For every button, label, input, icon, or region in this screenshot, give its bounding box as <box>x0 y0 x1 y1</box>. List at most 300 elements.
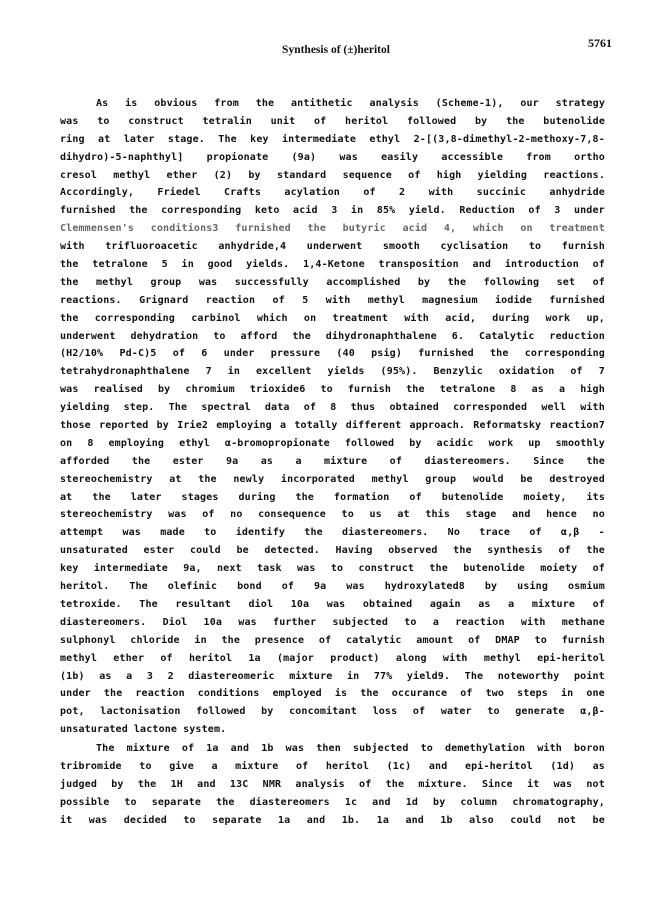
word: presence <box>254 634 305 646</box>
word: cresol <box>60 169 98 181</box>
word: ortho <box>574 151 605 163</box>
word: of <box>202 509 215 521</box>
word: next <box>217 563 242 575</box>
word: reduction <box>549 330 605 342</box>
word: mixture <box>289 670 333 682</box>
word: boron <box>574 743 605 755</box>
word: the <box>103 688 123 700</box>
word: occurance <box>391 688 448 700</box>
word: by <box>261 706 274 718</box>
word: carbinol <box>191 312 241 324</box>
word: trace <box>479 527 511 539</box>
text-line <box>60 348 605 366</box>
word: was <box>60 115 79 127</box>
running-head: Synthesis of (±)heritol <box>282 44 390 56</box>
word: mixture <box>235 760 279 772</box>
word: mixture <box>126 743 170 755</box>
word: also <box>469 814 494 826</box>
word: separate <box>151 796 202 808</box>
word: of <box>363 187 376 199</box>
word: in <box>227 366 241 378</box>
word: stereochemistry <box>60 473 153 485</box>
word: Pd-C)5 <box>119 348 157 360</box>
word: to <box>487 706 500 718</box>
word: methyl <box>483 652 521 664</box>
word: stage. <box>167 133 205 145</box>
word: 5 <box>302 294 309 306</box>
word: 1a <box>376 814 389 826</box>
word: α,β <box>560 527 580 539</box>
word: the <box>221 634 241 646</box>
word: at <box>169 473 182 485</box>
text-line <box>60 98 605 116</box>
word: of <box>359 778 372 790</box>
word: acidic <box>436 437 474 449</box>
word: was <box>198 276 218 288</box>
word: be <box>236 545 249 557</box>
text-line <box>60 545 605 563</box>
word: butenolide <box>463 563 525 575</box>
word: bond <box>237 581 262 593</box>
word: butyric <box>342 223 386 235</box>
word: treatment <box>332 312 389 324</box>
word: followed <box>406 115 457 127</box>
word: heritol. <box>60 581 110 593</box>
word: 13C <box>229 778 249 790</box>
word: reported <box>99 420 149 432</box>
word: group <box>425 473 457 485</box>
word: (1d) <box>550 760 576 772</box>
text-line <box>60 295 605 313</box>
word: successfully <box>234 276 309 288</box>
word: diol <box>248 598 274 610</box>
word: judged <box>60 778 98 790</box>
word: from <box>214 98 239 109</box>
word: Diol <box>162 616 188 628</box>
word: of <box>408 169 421 181</box>
word: furnished <box>549 294 605 306</box>
text-line <box>60 134 605 152</box>
word: DMAP <box>495 634 520 646</box>
word: high <box>436 169 462 181</box>
word: 77% <box>373 670 393 682</box>
word: the <box>198 473 217 485</box>
word: 6. <box>451 330 465 342</box>
word: methyl <box>371 473 409 485</box>
word: 1a <box>206 743 219 755</box>
text-line <box>60 277 605 295</box>
word: water <box>440 706 472 718</box>
word: to <box>420 743 433 755</box>
word: to <box>330 563 344 575</box>
word: to <box>534 634 547 646</box>
word: 9a <box>225 455 239 467</box>
text-line <box>60 581 605 599</box>
word: as <box>531 384 544 396</box>
word: trioxide6 <box>249 384 306 396</box>
word: unit <box>270 115 296 127</box>
word: osmium <box>567 581 605 593</box>
word: the <box>385 778 405 790</box>
word: conditions3 <box>150 223 219 235</box>
word: furnish <box>347 384 392 396</box>
word: and <box>512 509 531 521</box>
word: Benzylic <box>433 366 483 378</box>
word: in <box>346 670 360 682</box>
word: high <box>580 384 605 396</box>
word: synthesis <box>487 545 543 557</box>
text-line <box>60 509 605 527</box>
word: butenolide <box>441 491 504 503</box>
word: observed <box>388 545 438 557</box>
word: under <box>223 348 255 360</box>
word: of <box>529 527 542 539</box>
word: 1b. <box>341 814 361 826</box>
word: lactonisation <box>100 706 181 718</box>
word: key <box>60 563 79 575</box>
word: the <box>216 796 235 808</box>
word: butenolide <box>543 115 605 127</box>
word: 85% <box>376 205 396 217</box>
word: was <box>88 814 108 826</box>
text-line <box>60 116 605 134</box>
word: accessible <box>441 151 504 163</box>
word: yields <box>327 366 365 378</box>
word: a <box>295 455 302 467</box>
word: accomplished <box>326 276 401 288</box>
text-line <box>60 743 605 761</box>
word: As <box>96 98 109 109</box>
word: at <box>397 509 410 521</box>
word: by <box>475 115 488 127</box>
text-line <box>60 170 605 188</box>
word: with <box>428 187 454 199</box>
word: iodide <box>495 294 533 306</box>
word: the <box>131 455 151 467</box>
word: and <box>230 743 250 755</box>
word: with <box>325 294 351 306</box>
word: yield9. <box>406 670 451 682</box>
word: amount <box>416 634 454 646</box>
word: NMR <box>262 778 282 790</box>
word: 2 <box>167 670 174 682</box>
word: corresponding <box>94 312 175 324</box>
word: analysis <box>369 98 419 109</box>
word: newly <box>233 473 265 485</box>
word: 3 <box>146 670 154 682</box>
word: α-bromopropionate <box>224 437 330 449</box>
word: be <box>592 814 605 826</box>
word: sulphonyl <box>60 634 116 646</box>
word: 1b <box>440 814 453 826</box>
word: heritol <box>325 760 370 772</box>
word: 6 <box>201 348 208 360</box>
word: construct <box>128 115 184 127</box>
text-line <box>60 438 605 456</box>
word: antithetic <box>291 98 353 109</box>
word: ether <box>113 652 145 664</box>
word: ester <box>172 455 204 467</box>
word: with <box>404 312 429 324</box>
text-line <box>60 456 605 474</box>
word: further <box>273 616 317 628</box>
word: could <box>510 814 542 826</box>
word: by <box>111 778 124 790</box>
word: the <box>429 563 448 575</box>
word: reactions. <box>543 169 605 181</box>
word: of <box>318 634 332 646</box>
word: succinic <box>476 187 527 199</box>
word: acylation <box>284 187 340 199</box>
word: acid <box>293 205 318 217</box>
word: anhydride <box>549 187 605 199</box>
word: using <box>517 581 549 593</box>
word: employing <box>108 437 165 449</box>
paragraph-1 <box>60 98 605 742</box>
word: concomitant <box>289 706 357 718</box>
word: corresponded <box>453 402 528 414</box>
word: easily <box>381 151 419 163</box>
word: magnesium <box>422 294 478 306</box>
word: spectral <box>201 402 251 414</box>
word: group <box>150 276 182 288</box>
word: Since <box>533 455 565 467</box>
word: at <box>60 491 73 503</box>
word: consequence <box>258 509 326 521</box>
word: reaction7 <box>549 420 605 432</box>
word: on <box>303 312 317 324</box>
word: to <box>320 384 333 396</box>
text-line <box>60 402 605 420</box>
word: with <box>537 743 562 755</box>
word: 8 <box>330 402 337 414</box>
word: 9a <box>313 581 327 593</box>
word: was <box>122 527 141 539</box>
word: 8 <box>510 384 517 396</box>
word: of <box>181 743 195 755</box>
word: of <box>303 402 317 414</box>
text-line <box>60 384 605 402</box>
word: attempt <box>60 527 104 539</box>
word: smoothly <box>555 437 605 449</box>
word: a <box>558 384 566 396</box>
word: in <box>560 688 574 700</box>
word: approach. <box>409 420 466 432</box>
page-number: 5761 <box>588 36 612 50</box>
word: lactone <box>133 724 178 736</box>
word: diastereomers. <box>60 616 147 628</box>
word: acid, <box>445 312 477 324</box>
word: chromatography, <box>512 796 605 808</box>
word: of <box>272 294 285 306</box>
word: (95%). <box>380 366 418 378</box>
text-line <box>60 331 605 349</box>
word: to <box>213 330 226 342</box>
word: the <box>292 330 311 342</box>
text-line <box>60 779 605 797</box>
word: the <box>60 259 79 271</box>
word: Crafts <box>224 187 262 199</box>
word: of <box>160 652 173 664</box>
word: later <box>123 133 155 145</box>
word: The <box>96 743 115 755</box>
word: a <box>126 670 133 682</box>
word: would <box>472 473 504 485</box>
word: incorporated <box>280 473 355 485</box>
body-text <box>60 98 605 833</box>
word: followed <box>344 437 395 449</box>
word: to <box>183 814 196 826</box>
word: column <box>460 796 498 808</box>
word: work <box>488 437 514 449</box>
word: 7 <box>598 366 605 378</box>
word: reaction <box>205 294 256 306</box>
text-line <box>60 815 605 833</box>
word: the <box>307 223 326 235</box>
word: generate <box>515 706 565 718</box>
word: sequence <box>342 169 392 181</box>
text-line <box>60 241 605 259</box>
text-line <box>60 671 605 689</box>
word: of <box>281 581 295 593</box>
word: a <box>211 760 218 772</box>
word: of <box>570 366 583 378</box>
word: of <box>412 706 426 718</box>
word: and <box>405 814 424 826</box>
word: and <box>197 778 216 790</box>
word: thus <box>350 402 376 414</box>
word: then <box>316 743 341 755</box>
word: loss <box>372 706 398 718</box>
word: its <box>586 491 605 503</box>
word: tetroxide. <box>60 598 122 610</box>
word: corresponding <box>524 348 605 360</box>
word: Friedel <box>157 187 201 199</box>
word: stage <box>465 509 497 521</box>
word: 1,4-Ketone <box>303 259 365 271</box>
word: as <box>99 670 112 682</box>
word: with <box>580 402 605 414</box>
word: the <box>60 276 79 288</box>
word: under <box>573 205 605 217</box>
word: different <box>345 420 402 432</box>
text-line <box>60 706 605 724</box>
word: dihydronaphthalene <box>325 330 437 342</box>
word: a <box>508 598 515 610</box>
word: The <box>168 402 188 414</box>
word: employed <box>272 688 322 700</box>
word: of <box>592 259 605 271</box>
word: give <box>169 760 194 772</box>
word: well <box>541 402 566 414</box>
word: hydroxylated8 <box>384 581 465 593</box>
word: standard <box>276 169 327 181</box>
text-line <box>60 761 605 779</box>
word: Accordingly, <box>60 187 135 199</box>
word: by <box>158 384 171 396</box>
text-line <box>60 223 605 241</box>
word: with <box>442 652 468 664</box>
word: (9a) <box>291 151 317 163</box>
word: ether <box>166 169 198 181</box>
paragraph-2 <box>60 743 605 832</box>
word: on <box>520 223 533 235</box>
word: with <box>60 241 85 253</box>
word: of <box>468 634 481 646</box>
word: could <box>189 545 221 557</box>
word: the <box>586 455 605 467</box>
word: yielding <box>60 402 110 414</box>
word: to <box>97 115 110 127</box>
word: diastereomers. <box>342 527 429 539</box>
word: up <box>528 437 541 449</box>
word: later <box>130 491 162 503</box>
word: 1H <box>170 778 183 790</box>
word: dehydration <box>130 330 199 342</box>
word: epi-heritol <box>537 652 605 664</box>
word: 10a <box>290 598 310 610</box>
text-line <box>60 599 605 617</box>
word: construct <box>358 563 415 575</box>
text-line <box>60 688 605 706</box>
word: tetralone <box>92 259 148 271</box>
word: 9a, <box>183 563 202 575</box>
word: which <box>256 312 288 324</box>
word: 1b <box>261 743 274 755</box>
word: task <box>257 563 282 575</box>
word: to <box>124 796 137 808</box>
word: of <box>592 276 605 288</box>
word: which <box>472 223 504 235</box>
word: realised <box>93 384 143 396</box>
word: heritol <box>345 115 389 127</box>
word: trifluoroacetic <box>105 241 198 253</box>
word: corresponding <box>161 205 242 217</box>
word: the <box>586 545 605 557</box>
word: the <box>360 688 379 700</box>
word: product) <box>330 652 380 664</box>
word: detected. <box>264 545 320 557</box>
word: the <box>129 205 148 217</box>
word: conditions <box>197 688 260 700</box>
word: tetrahydronaphthalene <box>60 366 190 378</box>
word: intermediate <box>282 133 357 145</box>
word: yielding <box>477 169 528 181</box>
word: Since <box>481 778 513 790</box>
word: to <box>139 760 152 772</box>
word: the <box>304 527 323 539</box>
word: intermediate <box>93 563 168 575</box>
word: (H2/10% <box>60 348 104 360</box>
word: in <box>181 259 194 271</box>
word: of <box>460 688 473 700</box>
word: tetralin <box>202 115 252 127</box>
word: under <box>60 688 91 700</box>
word: good <box>207 259 233 271</box>
word: olefinic <box>167 581 218 593</box>
word: not <box>557 814 577 826</box>
word: the <box>92 491 111 503</box>
word: hence <box>546 509 577 521</box>
word: 10a <box>203 616 223 628</box>
word: during <box>492 312 530 324</box>
word: 7 <box>205 366 212 378</box>
text-line <box>60 313 605 331</box>
word: 1a <box>248 652 261 664</box>
word: us <box>369 509 382 521</box>
word: by <box>484 581 498 593</box>
word: steps <box>517 688 548 700</box>
